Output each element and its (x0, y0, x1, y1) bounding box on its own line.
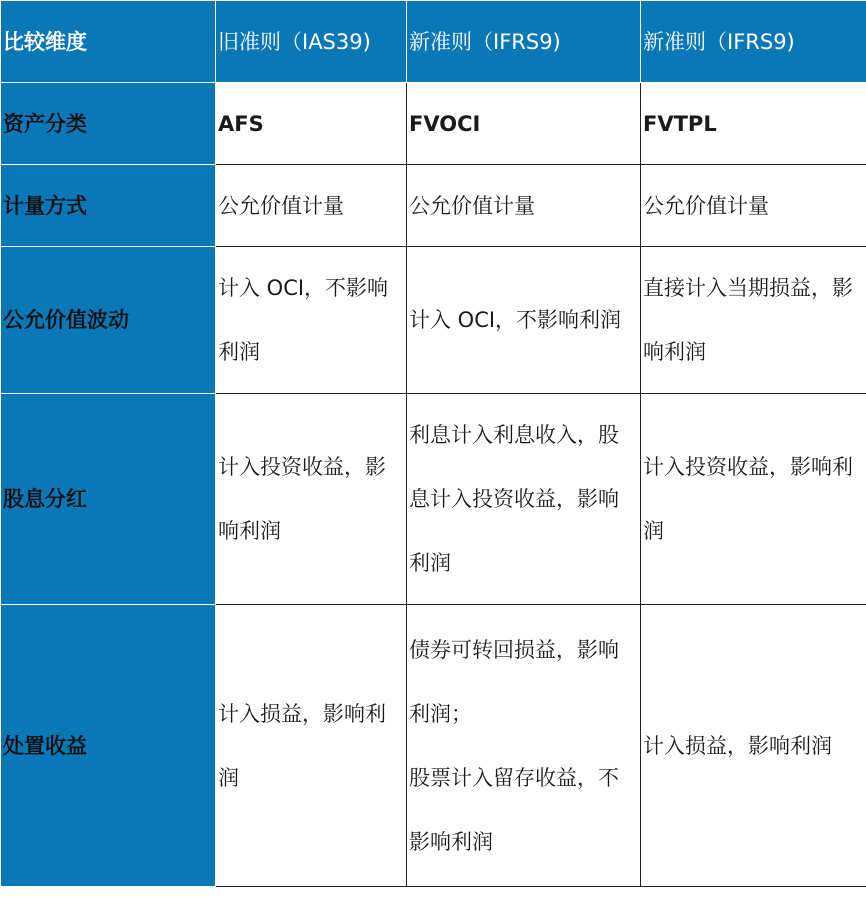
cell-old: AFS (216, 83, 407, 165)
row-label: 股息分红 (1, 394, 216, 605)
cell-new-a-line1: 债券可转回损益，影响利润； (409, 637, 619, 726)
table-row-fair-value-change (1, 247, 866, 394)
header-row (1, 1, 866, 83)
cell-new-b: 计入损益，影响利润 (641, 605, 866, 887)
header-old-ias39: 旧准则（IAS39) (216, 1, 407, 83)
row-label: 处置收益 (1, 605, 216, 887)
cell-new-a-line2: 股票计入留存收益，不影响利润 (409, 765, 619, 854)
cell-new-a: 计入 OCI，不影响利润 (407, 247, 641, 394)
cell-old: 计入损益，影响利润 (216, 605, 407, 887)
cell-old: 公允价值计量 (216, 165, 407, 247)
row-label: 资产分类 (1, 83, 216, 165)
cell-new-a (407, 605, 641, 887)
table-row-disposal-gain (1, 605, 866, 887)
cell-new-a: 公允价值计量 (407, 165, 641, 247)
row-label: 公允价值波动 (1, 247, 216, 394)
table-row-measurement (1, 165, 866, 247)
cell-new-b: 计入投资收益，影响利润 (641, 394, 866, 605)
table-row-dividend (1, 394, 866, 605)
table-row-asset-class (1, 83, 866, 165)
header-new-ifrs9-a: 新准则（IFRS9) (407, 1, 641, 83)
cell-old: 计入 OCI，不影响利润 (216, 247, 407, 394)
row-label: 计量方式 (1, 165, 216, 247)
header-new-ifrs9-b: 新准则（IFRS9) (641, 1, 866, 83)
cell-new-b: FVTPL (641, 83, 866, 165)
cell-old: 计入投资收益，影响利润 (216, 394, 407, 605)
cell-new-a: 利息计入利息收入，股息计入投资收益，影响利润 (407, 394, 641, 605)
cell-new-b: 公允价值计量 (641, 165, 866, 247)
cell-new-a: FVOCI (407, 83, 641, 165)
header-dimension: 比较维度 (1, 1, 216, 83)
cell-new-b: 直接计入当期损益，影响利润 (641, 247, 866, 394)
